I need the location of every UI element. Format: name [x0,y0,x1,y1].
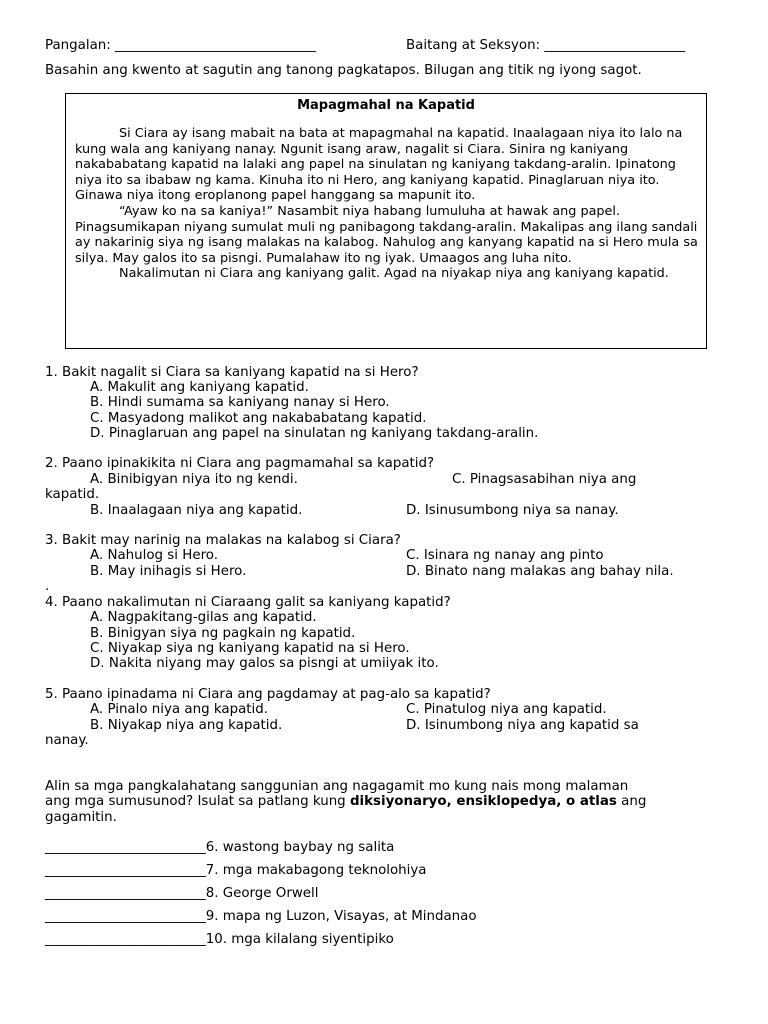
q4-choice-b[interactable]: B. Binigyan siya ng pagkain ng kapatid. [90,626,356,641]
fill-in-item-8 [45,886,318,902]
q1-choice-c[interactable]: C. Masyadong malikot ang nakababatang kapatid. [90,411,427,426]
q2-choice-c[interactable]: C. Pinagsasabihan niya ang [452,472,637,487]
story-title: Mapagmahal na Kapatid [297,98,475,113]
q4-choice-a[interactable]: A. Nagpakitang-gilas ang kapatid. [90,610,317,625]
part2-intro-bold: diksiyonaryo, ensiklopedya, o atlas [349,794,617,809]
story-text [75,126,700,282]
q2-choice-b[interactable]: B. Inaalagaan niya ang kapatid. [90,503,303,518]
q3-choice-b[interactable]: B. May inihagis si Hero. [90,564,247,579]
story-paragraph: Si Ciara ay isang mabait na bata at mapagmahal na kapatid. Inaalagaan niya ito lalo na kung wala ang kaniyang nanay. Ngunit isang araw, nagalit si Ciara. Sinira ng kaniyang nakababatang kapatid na lalaki ang papel na sinulatan ng kaniyang takdang-aralin. Ipinatong niya ito sa ibabaw ng kama. Kinuha ito ni Hero, ang kaniyang kapatid. Pinaglaruan niya ito. Ginawa niya itong eroplanong papel hanggang sa mapunit ito. [75,126,683,204]
q4-choice-d[interactable]: D. Nakita niyang may galos sa pisngi at umiiyak ito. [90,656,439,671]
answer-blank[interactable]: ________________________ [45,840,206,855]
answer-blank[interactable]: ________________________ [45,932,206,947]
part2-intro-line1: Alin sa mga pangkalahatang sanggunian ang nagagamit mo kung nais mong malaman [45,779,629,794]
q5-choice-c[interactable]: C. Pinatulog niya ang kapatid. [406,702,607,717]
q5-choice-d[interactable]: D. Isinumbong niya ang kapatid sa [406,718,639,733]
q3-choice-a[interactable]: A. Nahulog si Hero. [90,548,218,563]
fill-in-item-9 [45,909,477,925]
part2-intro-line3: gagamitin. [45,810,117,825]
item-label: 8. George Orwell [205,886,319,901]
story-box [65,93,707,349]
q5-choice-b[interactable]: B. Niyakap niya ang kapatid. [90,718,283,733]
q2-choice-d[interactable]: D. Isinusumbong niya sa nanay. [406,503,619,518]
question-2: 2. Paano ipinakikita ni Ciara ang pagmamahal sa kapatid? [45,456,435,471]
q1-choice-d[interactable]: D. Pinaglaruan ang papel na sinulatan ng kaniyang takdang-aralin. [90,426,539,441]
stray-period: . [45,579,50,594]
q5-choice-d-continued: nanay. [45,733,89,748]
question-3: 3. Bakit may narinig na malakas na kalabog si Ciara? [45,533,401,548]
part2-intro-line2-post: ang [616,794,647,809]
name-field-label: Pangalan: ______________________________ [45,38,316,53]
part2-intro-line2 [45,794,646,810]
q1-choice-a[interactable]: A. Makulit ang kaniyang kapatid. [90,380,309,395]
answer-blank[interactable]: ________________________ [45,886,206,901]
q1-choice-b[interactable]: B. Hindi sumama sa kaniyang nanay si Hero. [90,395,390,410]
question-5: 5. Paano ipinadama ni Ciara ang pagdamay at pag-alo sa kapatid? [45,687,491,702]
grade-section-field-label: Baitang at Seksyon: _____________________ [406,38,685,53]
story-paragraph: Nakalimutan ni Ciara ang kaniyang galit. Agad na niyakap niya ang kaniyang kapatid. [119,266,669,282]
q3-choice-d[interactable]: D. Binato nang malakas ang bahay nila. [406,564,674,579]
q5-choice-a[interactable]: A. Pinalo niya ang kapatid. [90,702,269,717]
item-label: 10. mga kilalang siyentipiko [205,932,394,947]
q3-choice-c[interactable]: C. Isinara ng nanay ang pinto [406,548,604,563]
question-1: 1. Bakit nagalit si Ciara sa kaniyang kapatid na si Hero? [45,365,419,380]
item-label: 7. mga makabagong teknolohiya [205,863,427,878]
q4-choice-c[interactable]: C. Niyakap siya ng kaniyang kapatid na si Hero. [90,641,410,656]
q2-choice-a[interactable]: A. Binibigyan niya ito ng kendi. [90,472,298,487]
answer-blank[interactable]: ________________________ [45,863,206,878]
fill-in-item-10 [45,932,394,948]
question-4: 4. Paano nakalimutan ni Ciaraang galit sa kaniyang kapatid? [45,595,451,610]
item-label: 6. wastong baybay ng salita [205,840,395,855]
story-paragraph: “Ayaw ko na sa kaniya!” Nasambit niya habang lumuluha at hawak ang papel. Pinagsumikapan niyang sumulat muli ng panibagong takdang-aralin. Makalipas ang ilang sandali ay nakarinig siya ng isang malakas na kalabog. Nahulog ang kanyang kapatid na si Hero mula sa silya. May galos ito sa pisngi. Pumalahaw ito ng iyak. Umaagos ang luha nito. [75,203,698,266]
instructions: Basahin ang kwento at sagutin ang tanong pagkatapos. Bilugan ang titik ng iyong sagot. [45,63,642,78]
part2-intro-line2-pre: ang mga sumusunod? Isulat sa patlang kung [45,794,350,809]
q2-choice-c-continued: kapatid. [45,487,100,502]
fill-in-item-6 [45,840,394,856]
item-label: 9. mapa ng Luzon, Visayas, at Mindanao [205,909,477,924]
answer-blank[interactable]: ________________________ [45,909,206,924]
fill-in-item-7 [45,863,427,879]
